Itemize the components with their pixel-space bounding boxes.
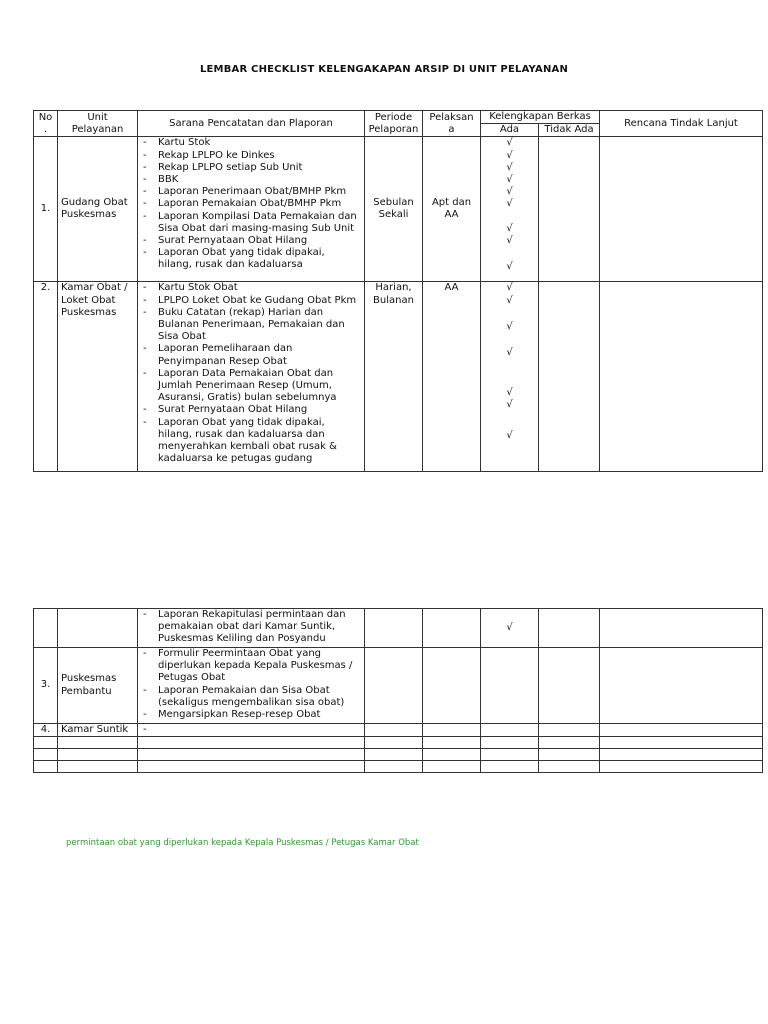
list-item: - LPLPO Loket Obat ke Gudang Obat Pkm <box>141 295 361 307</box>
row-periode: Harian, Bulanan <box>365 282 423 472</box>
header-pelaksana: Pelaksan a <box>423 111 481 137</box>
ada-checks <box>481 137 539 282</box>
ada-checks <box>481 282 539 472</box>
check-mark: √ <box>506 621 513 633</box>
row-pelaksana: AA <box>423 282 481 472</box>
table-row <box>34 749 763 761</box>
header-tidak-ada: Tidak Ada <box>539 124 600 137</box>
row-number: 3. <box>34 648 58 724</box>
row-number: 1. <box>34 137 58 282</box>
rencana-cell <box>600 282 763 472</box>
check-mark: √ <box>506 234 513 246</box>
list-item: - Laporan Obat yang tidak dipakai, hilang, rusak dan kadaluarsa dan menyerahkan kembali obat rusak & kadaluarsa ke petugas gudang <box>141 417 361 466</box>
list-item: - Laporan Kompilasi Data Pemakaian dan Sisa Obat dari masing-masing Sub Unit <box>141 211 361 235</box>
header-kelengkapan: Kelengkapan Berkas <box>481 111 600 124</box>
check-mark: √ <box>506 161 513 173</box>
row-items <box>138 648 365 724</box>
list-item: - Kartu Stok Obat <box>141 282 361 294</box>
list-item: - Laporan Obat yang tidak dipakai, hilang, rusak dan kadaluarsa <box>141 247 361 271</box>
table-row <box>34 761 763 773</box>
check-mark: √ <box>506 198 513 210</box>
ada-checks <box>481 609 539 648</box>
footer-note: permintaan obat yang diperlukan kepada Kepala Puskesmas / Petugas Kamar Obat <box>66 838 419 848</box>
list-item: - Surat Pernyataan Obat Hilang <box>141 404 361 416</box>
check-mark: √ <box>506 294 513 306</box>
list-item: - Buku Catatan (rekap) Harian dan Bulanan Penerimaan, Pemakaian dan Sisa Obat <box>141 307 361 344</box>
list-item: - Laporan Pemeliharaan dan Penyimpanan Resep Obat <box>141 343 361 367</box>
document-title: LEMBAR CHECKLIST KELENGAKAPAN ARSIP DI UNIT PELAYANAN <box>199 64 569 75</box>
row-pelaksana: Apt dan AA <box>423 137 481 282</box>
list-item: - Formulir Peermintaan Obat yang diperlukan kepada Kepala Puskesmas / Petugas Obat <box>141 648 361 685</box>
list-item: - Laporan Pemakaian Obat/BMHP Pkm <box>141 198 361 210</box>
table-row <box>34 648 763 724</box>
checklist-table-2 <box>33 608 763 773</box>
row-items <box>138 137 365 282</box>
list-item: - Laporan Penerimaan Obat/BMHP Pkm <box>141 186 361 198</box>
header-no: No . <box>34 111 58 137</box>
check-mark: √ <box>506 320 513 332</box>
list-item: - Mengarsipkan Resep-resep Obat <box>141 709 361 721</box>
list-item: - Rekap LPLPO ke Dinkes <box>141 150 361 162</box>
header-sarana: Sarana Pencatatan dan Plaporan <box>138 111 365 137</box>
check-mark: √ <box>506 399 513 411</box>
check-mark: √ <box>506 282 513 294</box>
check-mark: √ <box>506 222 513 234</box>
check-mark: √ <box>506 387 513 399</box>
row-items <box>138 609 365 648</box>
check-mark: √ <box>506 260 513 272</box>
table-row <box>34 724 763 737</box>
tidak-ada-cell <box>539 137 600 282</box>
row-items <box>138 282 365 472</box>
row-number: 2. <box>34 282 58 472</box>
header-rencana: Rencana Tindak Lanjut <box>600 111 763 137</box>
row-unit: Kamar Suntik <box>58 724 138 737</box>
check-mark: √ <box>506 173 513 185</box>
table-row <box>34 137 763 282</box>
list-item: - Rekap LPLPO setiap Sub Unit <box>141 162 361 174</box>
row-periode: Sebulan Sekali <box>365 137 423 282</box>
list-item: - Laporan Pemakaian dan Sisa Obat (sekaligus mengembalikan sisa obat) <box>141 685 361 709</box>
check-mark: √ <box>506 346 513 358</box>
list-item: - Kartu Stok <box>141 137 361 149</box>
row-unit: Gudang Obat Puskesmas <box>58 137 138 282</box>
checklist-table-1 <box>33 110 763 472</box>
header-unit: Unit Pelayanan <box>58 111 138 137</box>
table-row <box>34 609 763 648</box>
table-row <box>34 737 763 749</box>
list-item: - Laporan Rekapitulasi permintaan dan pemakaian obat dari Kamar Suntik, Puskesmas Keliling dan Posyandu <box>141 609 361 646</box>
tidak-ada-cell <box>539 282 600 472</box>
list-item: - Surat Pernyataan Obat Hilang <box>141 235 361 247</box>
list-item: - Laporan Data Pemakaian Obat dan Jumlah Penerimaan Resep (Umum, Asuransi, Gratis) bulan sebelumnya <box>141 368 361 405</box>
list-item: - BBK <box>141 174 361 186</box>
check-mark: √ <box>506 149 513 161</box>
row-number: 4. <box>34 724 58 737</box>
row-unit: Kamar Obat / Loket Obat Puskesmas <box>58 282 138 472</box>
check-mark: √ <box>506 186 513 198</box>
rencana-cell <box>600 137 763 282</box>
table-row <box>34 282 763 472</box>
check-mark: √ <box>506 137 513 149</box>
header-ada: Ada <box>481 124 539 137</box>
row-unit: Puskesmas Pembantu <box>58 648 138 724</box>
row-items <box>138 724 365 737</box>
check-mark: √ <box>506 429 513 441</box>
header-periode: Periode Pelaporan <box>365 111 423 137</box>
